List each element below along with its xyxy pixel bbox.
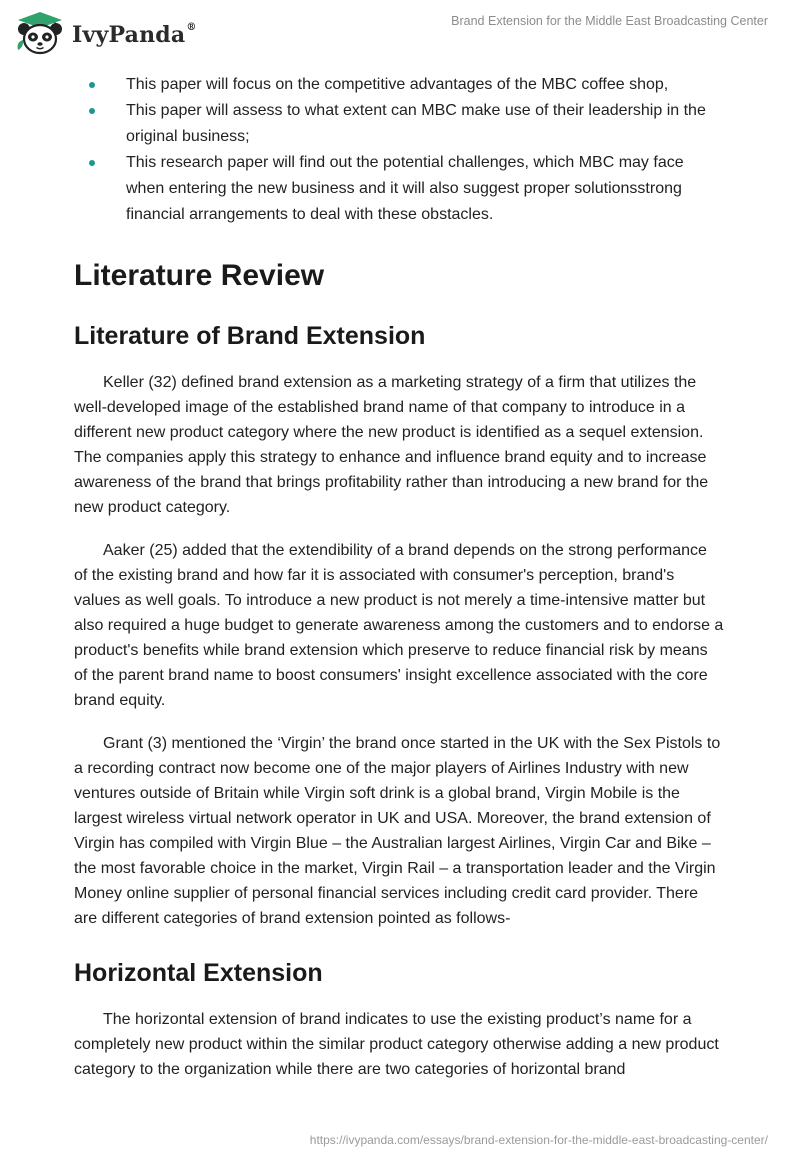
logo-wordmark: IvyPanda® <box>72 22 197 48</box>
list-item: This paper will assess to what extent can MBC make use of their leadership in the original business; <box>74 98 724 150</box>
paragraph-horizontal: The horizontal extension of brand indicates to use the existing product’s name for a completely new product within the similar product category otherwise adding a new product category to the organization while there are two categories of horizontal brand <box>74 1011 719 1078</box>
page-header <box>0 0 800 64</box>
bullet-icon <box>89 82 95 88</box>
heading-literature-review: Literature Review <box>74 259 325 292</box>
paragraph-grant: Grant (3) mentioned the ‘Virgin’ the brand once started in the UK with the Sex Pistols to a recording contract now become one of the major players of Airlines Industry with new ventures outside of Britain while Virgin soft drink is a global brand, Virgin Mobile is the largest wireless virtual network operator in UK and USA. Moreover, the brand extension of Virgin has compiled with Virgin Blue – the Australian largest Airlines, Virgin Car and Bike – the most favorable choice in the market, Virgin Rail – a transportation leader and the Virgin Money online supplier of personal financial services including credit card provider. There are different categories of brand extension pointed as follows- <box>74 735 721 927</box>
heading-horizontal-extension: Horizontal Extension <box>74 959 323 987</box>
paragraph-aaker: Aaker (25) added that the extendibility of a brand depends on the strong performance of the existing brand and how far it is associated with consumer's perception, brand's values as well goals. To introduce a new product is not merely a time-intensive matter but also required a huge budget to generate awareness among the customers and to endorse a product's benefits while brand extension which preserve to reduce financial risk by means of the parent brand name to boost consumers' insight excellence associated with the core brand equity. <box>74 542 724 709</box>
bullet-icon <box>89 160 95 166</box>
document-title: Brand Extension for the Middle East Broadcasting Center <box>451 14 768 28</box>
article-body <box>74 72 724 1082</box>
list-item: This paper will focus on the competitive advantages of the MBC coffee shop, <box>74 72 724 98</box>
heading-literature-brand-extension: Literature of Brand Extension <box>74 322 426 350</box>
objectives-list <box>74 72 724 228</box>
registered-mark: ® <box>186 22 197 33</box>
source-url[interactable]: https://ivypanda.com/essays/brand-extension-for-the-middle-east-broadcasting-center/ <box>309 1133 768 1147</box>
list-item: This research paper will find out the potential challenges, which MBC may face when entering the new business and it will also suggest proper solutionsstrong financial arrangements to deal with these obstacles. <box>74 150 724 228</box>
bullet-icon <box>89 108 95 114</box>
ivypanda-logo[interactable] <box>14 10 197 56</box>
panda-graduation-icon <box>14 10 66 56</box>
paragraph-keller: Keller (32) defined brand extension as a marketing strategy of a firm that utilizes the well-developed image of the established brand name of that company to introduce in a different new product category where the new product is identified as a sequel extension. The companies apply this strategy to enhance and influence brand equity and to increase awareness of the brand that brings profitability rather than introducing a new brand for the new product category. <box>74 374 709 516</box>
